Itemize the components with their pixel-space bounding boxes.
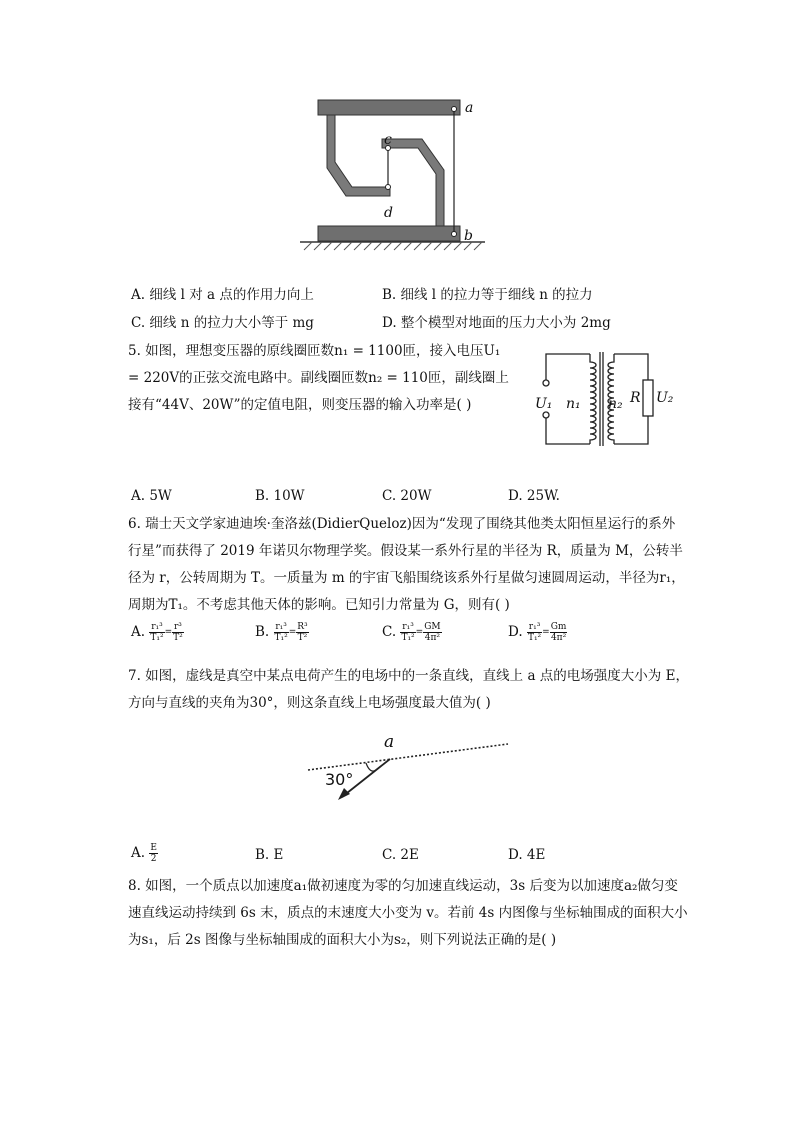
transformer-label-n2: n₂ (608, 396, 623, 412)
transformer-label-u1: U₁ (535, 396, 553, 412)
transformer-label-r: R (630, 390, 641, 406)
label-b: b (464, 228, 473, 244)
q6-option-c: C. $\frac{\text{r₁³}}{\text{T₁²}}$ = $\frac{GM}{\text{4π²}}$ (382, 622, 441, 643)
q6-option-a: A. $\frac{\text{r₁³}}{\text{T₁²}}$ = $\frac{\text{r³}}{\text{T²}}$ (131, 622, 183, 643)
q6-option-b: B. $\frac{\text{r₁³}}{\text{T₁²}}$ = $\frac{\text{R³}}{\text{T²}}$ (255, 622, 308, 643)
transformer-label-n1: n₁ (566, 396, 581, 412)
q5-stem-line3: 接有“44V、20W”的定值电阻，则变压器的输入功率是( ) (128, 397, 472, 413)
tensegrity-model-figure (290, 92, 490, 257)
q6-option-d: D. $\frac{\text{r₁³}}{\text{T₁²}}$ = $\frac{Gm}{\text{4π²}}$ (508, 622, 567, 643)
q7-option-a: A. $\frac{E}{2}$ (131, 843, 157, 864)
q8-stem-line3: 为s₁，后 2s 图像与坐标轴围成的面积大小为s₂，则下列说法正确的是( ) (128, 932, 557, 948)
q6-stem-line1: 6. 瑞士天文学家迪迪埃·奎洛兹(DidierQueloz)因为“发现了围绕其他类太阳恒星运行的系外 (128, 516, 676, 532)
q8-stem-line2: 速直线运动持续到 6s 末，质点的末速度大小变为 v。若前 4s 内图像与坐标轴围成的面积大小 (128, 905, 688, 921)
q4-option-b: B. 细线 l 的拉力等于细线 n 的拉力 (382, 287, 593, 303)
q6-stem-line3: 径为 r，公转周期为 T。一质量为 m 的宇宙飞船围绕该系外行星做匀速圆周运动，半径为r₁， (128, 570, 685, 586)
electric-field-figure (300, 728, 515, 803)
q5-stem-line1: 5. 如图，理想变压器的原线圈匝数n₁ = 1100匝，接入电压U₁ (128, 343, 501, 359)
q5-option-d: D. 25W. (508, 488, 560, 504)
q8-stem-line1: 8. 如图，一个质点以加速度a₁做初速度为零的匀加速直线运动，3s 后变为以加速度a₂做匀变 (128, 878, 678, 894)
q5-option-a: A. 5W (131, 488, 172, 504)
q7-option-c: C. 2E (382, 847, 419, 863)
q7-stem-line1: 7. 如图，虚线是真空中某点电荷产生的电场中的一条直线，直线上 a 点的电场强度大小为 E， (128, 668, 689, 684)
q6-stem-line2: 行星”而获得了 2019 年诺贝尔物理学奖。假设某一系外行星的半径为 R，质量为 M，公转半 (128, 543, 683, 559)
label-c: c (384, 132, 392, 148)
q4-option-c: C. 细线 n 的拉力大小等于 mg (131, 315, 314, 331)
label-a: a (465, 100, 474, 116)
q4-option-a: A. 细线 l 对 a 点的作用力向上 (131, 287, 314, 303)
q7-stem-line2: 方向与直线的夹角为30°，则这条直线上电场强度最大值为( ) (128, 695, 491, 711)
q7-option-b: B. E (255, 847, 284, 863)
q6-stem-line4: 周期为T₁。不考虑其他天体的影响。已知引力常量为 G，则有( ) (128, 597, 510, 613)
label-d: d (384, 205, 393, 221)
transformer-label-u2: U₂ (656, 390, 674, 406)
q5-option-c: C. 20W (382, 488, 432, 504)
field-angle-label: 30° (325, 770, 354, 789)
q7-option-d: D. 4E (508, 847, 546, 863)
q4-option-d: D. 整个模型对地面的压力大小为 2mg (382, 315, 611, 331)
q5-stem-line2: = 220V的正弦交流电路中。副线圈匝数n₂ = 110匝，副线圈上 (128, 370, 509, 386)
field-point-label: a (384, 732, 395, 752)
q5-option-b: B. 10W (255, 488, 305, 504)
